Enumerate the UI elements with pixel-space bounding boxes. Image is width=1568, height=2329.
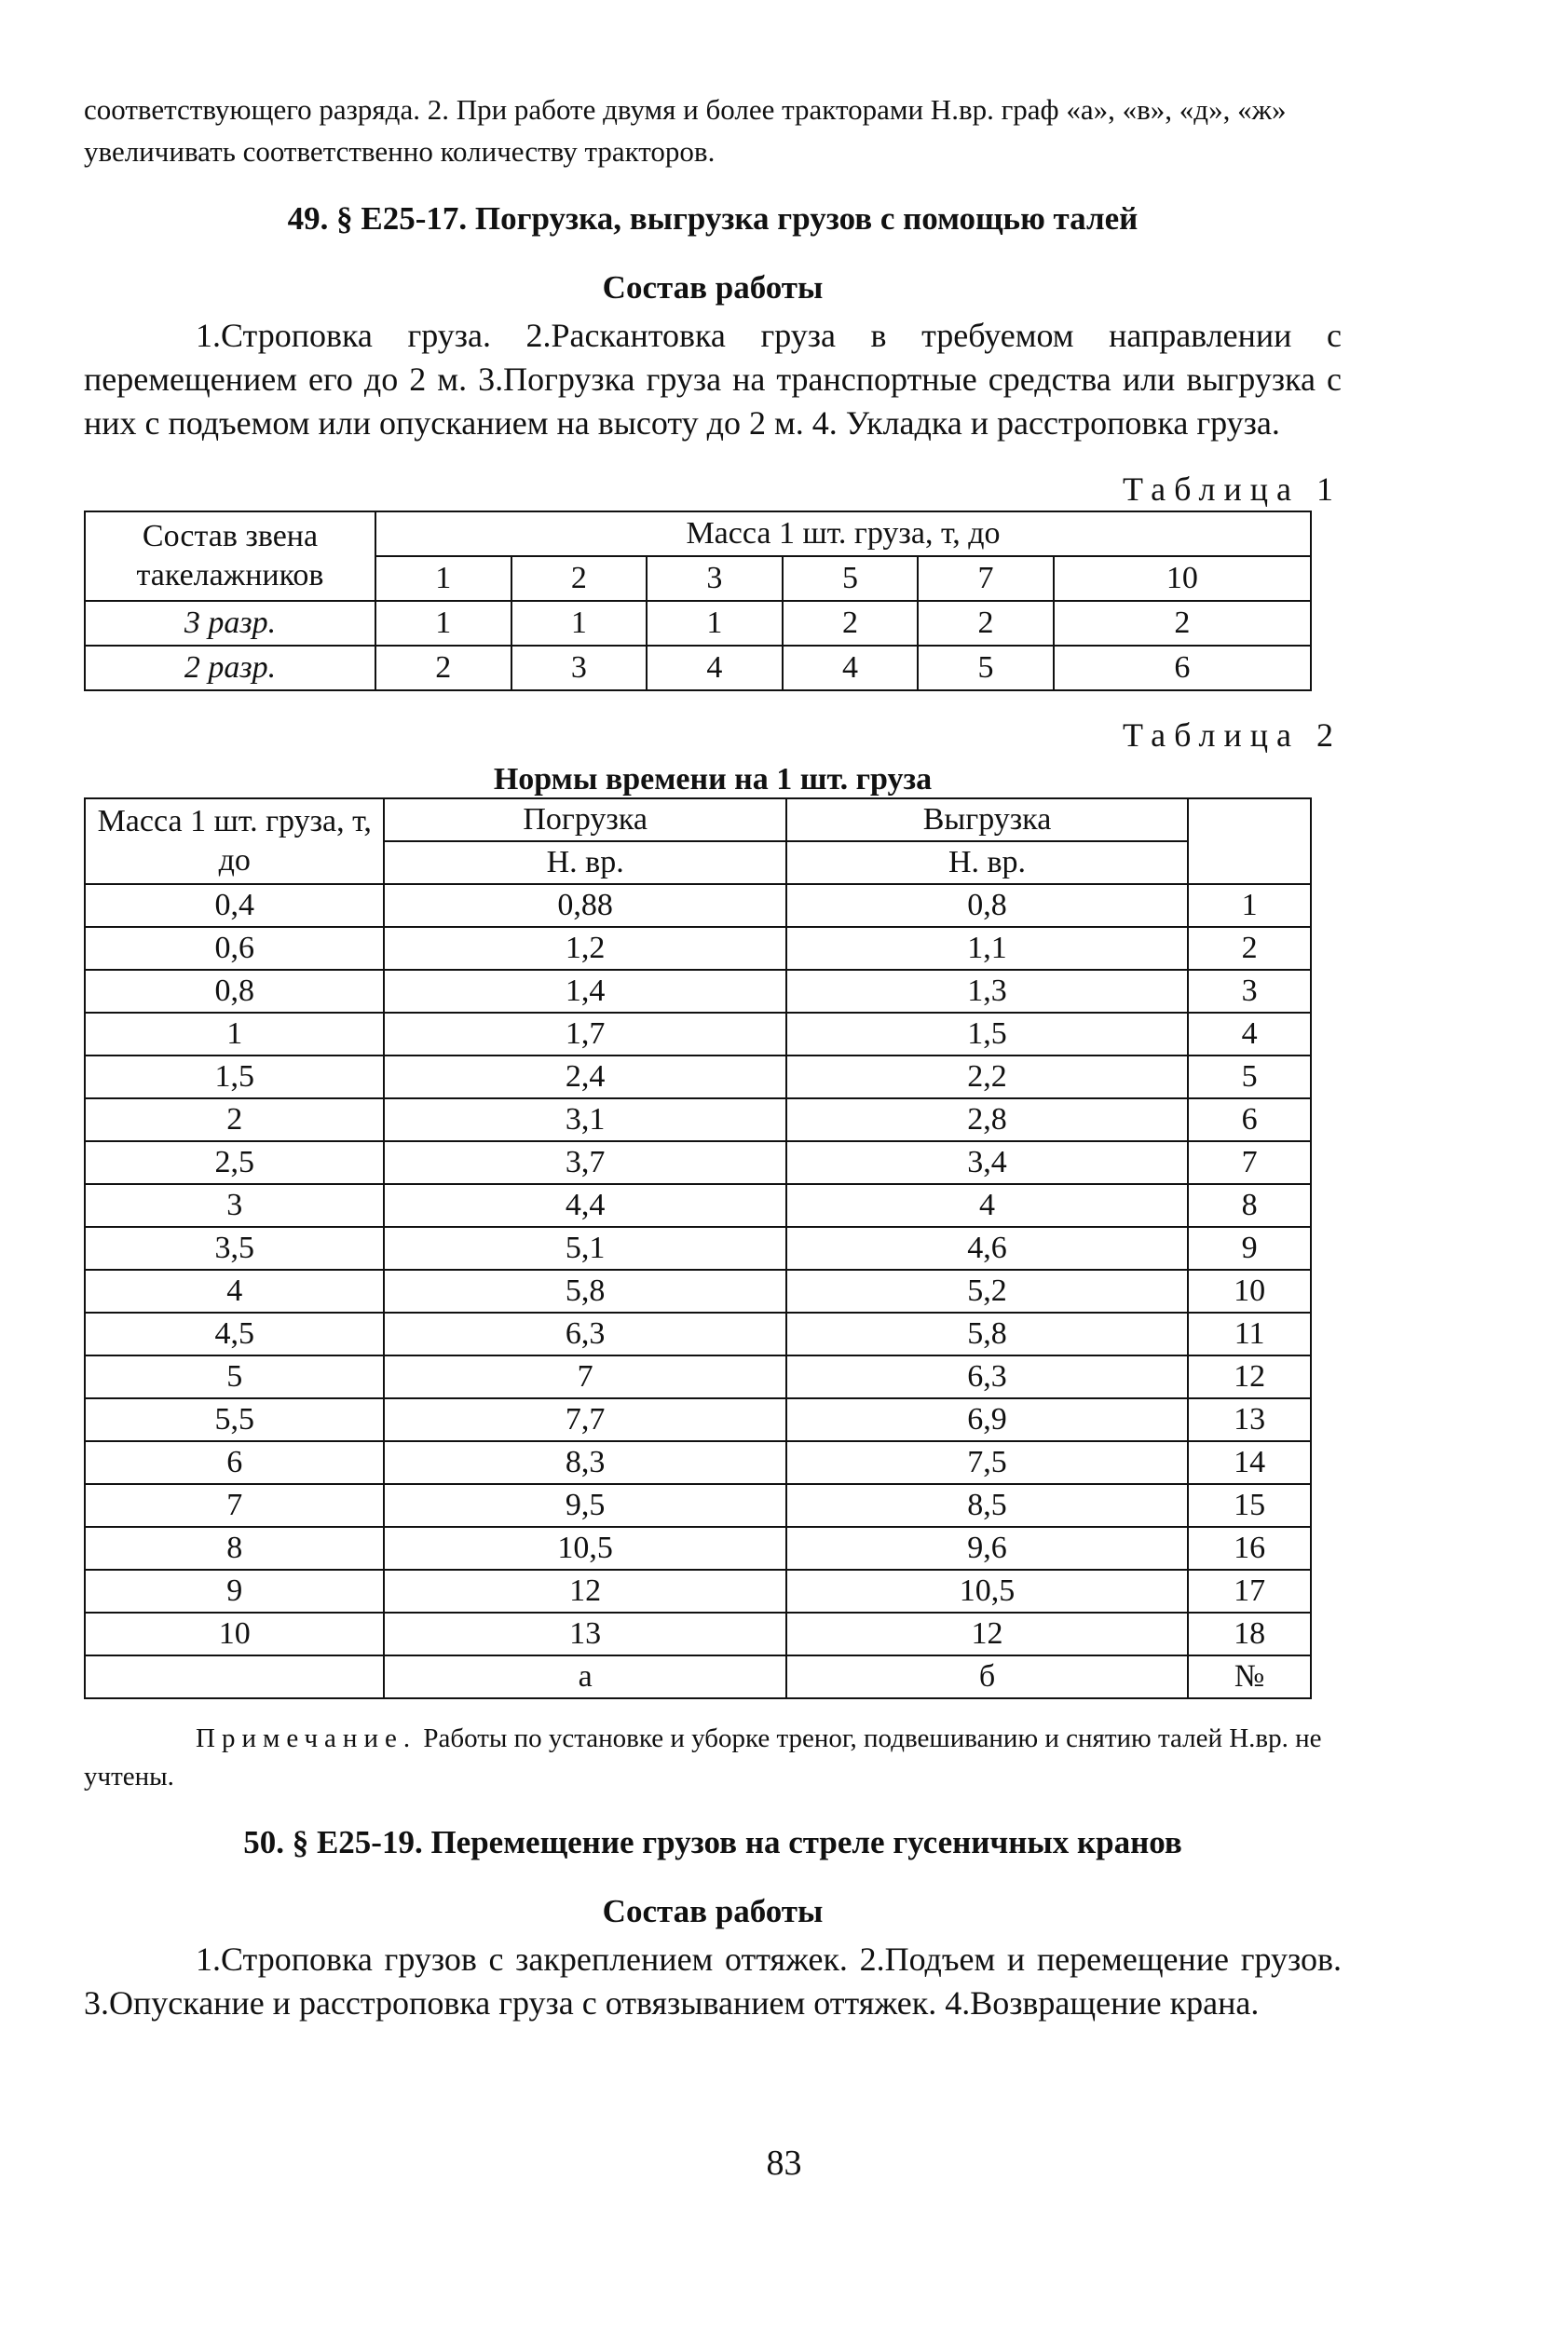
mass-cell: 2,5 (85, 1141, 384, 1184)
table-row (85, 1141, 1311, 1184)
loading-header: Погрузка (384, 798, 785, 841)
table-row (85, 798, 1311, 841)
unloading-cell: 1,1 (786, 927, 1188, 970)
number-cell: 13 (1188, 1398, 1311, 1441)
unloading-cell: 8,5 (786, 1484, 1188, 1527)
number-cell: 11 (1188, 1313, 1311, 1355)
unloading-cell: 4 (786, 1184, 1188, 1227)
unloading-cell: 3,4 (786, 1141, 1188, 1184)
number-header (1188, 798, 1311, 884)
mass-cell: 0,6 (85, 927, 384, 970)
loading-unit: Н. вр. (384, 841, 785, 884)
loading-cell: 3,1 (384, 1098, 785, 1141)
mass-cell: 2 (85, 1098, 384, 1141)
loading-cell: 7,7 (384, 1398, 785, 1441)
mass-cell: 4 (85, 1270, 384, 1313)
count-cell: 6 (1054, 646, 1311, 690)
table-2 (84, 797, 1312, 1699)
loading-cell: 12 (384, 1570, 785, 1613)
loading-cell: 1,2 (384, 927, 785, 970)
mass-header: Масса 1 шт. груза, т, до (375, 511, 1311, 556)
rank-cell: 3 разр. (85, 601, 375, 646)
number-cell: 15 (1188, 1484, 1311, 1527)
count-cell: 3 (511, 646, 648, 690)
count-cell: 4 (647, 646, 783, 690)
mass-cell: 6 (85, 1441, 384, 1484)
table-row (85, 1184, 1311, 1227)
table-1-label: Таблица 1 (1123, 470, 1342, 508)
table-row (85, 1313, 1311, 1355)
section-50-work-text: 1.Строповка грузов с закреплением оттяжек. 2.Подъем и перемещение грузов. 3.Опускание и расстроповка груза с отвязыванием оттяжек. 4.Возвращение крана. (84, 1941, 1342, 2022)
mass-cell: 1,5 (85, 1056, 384, 1098)
unloading-unit: Н. вр. (786, 841, 1188, 884)
mass-cell: 10 (85, 1613, 384, 1655)
mass-cell: 2 (511, 556, 648, 601)
page-content (84, 89, 1342, 2025)
number-cell: 3 (1188, 970, 1311, 1013)
unloading-cell: 12 (786, 1613, 1188, 1655)
mass-cell (85, 1655, 384, 1698)
number-cell: 17 (1188, 1570, 1311, 1613)
table-row (85, 884, 1311, 927)
loading-cell: 9,5 (384, 1484, 785, 1527)
unloading-cell: 1,5 (786, 1013, 1188, 1056)
table-row (85, 1227, 1311, 1270)
unloading-cell: 6,3 (786, 1355, 1188, 1398)
table-row (85, 1527, 1311, 1570)
table-row (85, 1355, 1311, 1398)
mass-cell: 4,5 (85, 1313, 384, 1355)
table-1 (84, 511, 1312, 691)
count-cell: 1 (375, 601, 511, 646)
number-cell: 8 (1188, 1184, 1311, 1227)
unloading-cell: 4,6 (786, 1227, 1188, 1270)
number-cell: 12 (1188, 1355, 1311, 1398)
table-note (84, 1720, 1342, 1796)
number-cell: 2 (1188, 927, 1311, 970)
note-label: Примечание. (196, 1723, 417, 1753)
table-2-label: Таблица 2 (1123, 716, 1342, 754)
number-cell: 7 (1188, 1141, 1311, 1184)
table-row (85, 1098, 1311, 1141)
page-number: 83 (766, 2144, 802, 2183)
count-cell: 2 (918, 601, 1054, 646)
table-row (85, 1613, 1311, 1655)
loading-cell: 7 (384, 1355, 785, 1398)
mass-cell: 7 (85, 1484, 384, 1527)
unloading-cell: 1,3 (786, 970, 1188, 1013)
unloading-cell: 10,5 (786, 1570, 1188, 1613)
mass-cell: 0,8 (85, 970, 384, 1013)
table-row (85, 1484, 1311, 1527)
loading-cell: 2,4 (384, 1056, 785, 1098)
loading-cell: 3,7 (384, 1141, 785, 1184)
number-cell: 5 (1188, 1056, 1311, 1098)
table-row (85, 1398, 1311, 1441)
mass-cell: 3 (647, 556, 783, 601)
unloading-cell: 0,8 (786, 884, 1188, 927)
section-50-work-heading: Состав работы (602, 1893, 824, 1929)
loading-cell: 4,4 (384, 1184, 785, 1227)
count-cell: 5 (918, 646, 1054, 690)
unloading-cell: 5,8 (786, 1313, 1188, 1355)
unloading-header: Выгрузка (786, 798, 1188, 841)
number-cell: 4 (1188, 1013, 1311, 1056)
continuation-note: соответствующего разряда. 2. При работе двумя и более тракторами Н.вр. граф «а», «в», «д», «ж» увеличивать соответственно количеству тракторов. (84, 93, 1287, 168)
number-cell: 10 (1188, 1270, 1311, 1313)
table-2-caption: Нормы времени на 1 шт. груза (493, 762, 933, 797)
unloading-cell: б (786, 1655, 1188, 1698)
count-cell: 4 (783, 646, 919, 690)
loading-cell: 8,3 (384, 1441, 785, 1484)
mass-cell: 5 (85, 1355, 384, 1398)
crew-header: Состав звена такелажников (85, 511, 375, 601)
table-row (85, 970, 1311, 1013)
count-cell: 1 (647, 601, 783, 646)
mass-cell: 0,4 (85, 884, 384, 927)
rank-cell: 2 разр. (85, 646, 375, 690)
number-cell: № (1188, 1655, 1311, 1698)
table-2-body (85, 798, 1311, 1698)
mass-header: Масса 1 шт. груза, т, до (85, 798, 384, 884)
mass-cell: 5 (783, 556, 919, 601)
note-text: Работы по установке и уборке треног, подвешиванию и снятию талей Н.вр. не учтены. (84, 1723, 1322, 1791)
unloading-cell: 5,2 (786, 1270, 1188, 1313)
loading-cell: 10,5 (384, 1527, 785, 1570)
table-row (85, 646, 1311, 690)
loading-cell: 1,7 (384, 1013, 785, 1056)
loading-cell: 0,88 (384, 884, 785, 927)
table-row (85, 601, 1311, 646)
number-cell: 1 (1188, 884, 1311, 927)
loading-cell: 13 (384, 1613, 785, 1655)
mass-cell: 3,5 (85, 1227, 384, 1270)
table-row (85, 511, 1311, 556)
table-row (85, 1056, 1311, 1098)
count-cell: 2 (783, 601, 919, 646)
mass-cell: 1 (375, 556, 511, 601)
unloading-cell: 6,9 (786, 1398, 1188, 1441)
number-cell: 18 (1188, 1613, 1311, 1655)
unloading-cell: 2,2 (786, 1056, 1188, 1098)
table-row (85, 1270, 1311, 1313)
mass-cell: 1 (85, 1013, 384, 1056)
number-cell: 9 (1188, 1227, 1311, 1270)
table-row (85, 1441, 1311, 1484)
number-cell: 14 (1188, 1441, 1311, 1484)
loading-cell: 5,8 (384, 1270, 785, 1313)
loading-cell: 6,3 (384, 1313, 785, 1355)
number-cell: 6 (1188, 1098, 1311, 1141)
mass-cell: 10 (1054, 556, 1311, 601)
mass-cell: 9 (85, 1570, 384, 1613)
section-50-title: 50. § Е25-19. Перемещение грузов на стреле гусеничных кранов (243, 1824, 1182, 1860)
loading-cell: а (384, 1655, 785, 1698)
loading-cell: 1,4 (384, 970, 785, 1013)
mass-cell: 5,5 (85, 1398, 384, 1441)
unloading-cell: 2,8 (786, 1098, 1188, 1141)
table-row (85, 1655, 1311, 1698)
count-cell: 2 (1054, 601, 1311, 646)
count-cell: 2 (375, 646, 511, 690)
number-cell: 16 (1188, 1527, 1311, 1570)
mass-cell: 8 (85, 1527, 384, 1570)
table-row (85, 927, 1311, 970)
section-49-work-heading: Состав работы (602, 269, 824, 306)
count-cell: 1 (511, 601, 648, 646)
unloading-cell: 7,5 (786, 1441, 1188, 1484)
section-49-work-text: 1.Строповка груза. 2.Раскантовка груза в требуемом направлении с перемещением его до 2 м. 3.Погрузка груза на транспортные средства или выгрузка с них с подъемом или опусканием на высоту до 2 м. 4. Укладка и расстроповка груза. (84, 317, 1342, 442)
unloading-cell: 9,6 (786, 1527, 1188, 1570)
mass-cell: 3 (85, 1184, 384, 1227)
loading-cell: 5,1 (384, 1227, 785, 1270)
section-49-title: 49. § Е25-17. Погрузка, выгрузка грузов с помощью талей (287, 200, 1139, 237)
table-row (85, 1013, 1311, 1056)
table-row (85, 1570, 1311, 1613)
mass-cell: 7 (918, 556, 1054, 601)
